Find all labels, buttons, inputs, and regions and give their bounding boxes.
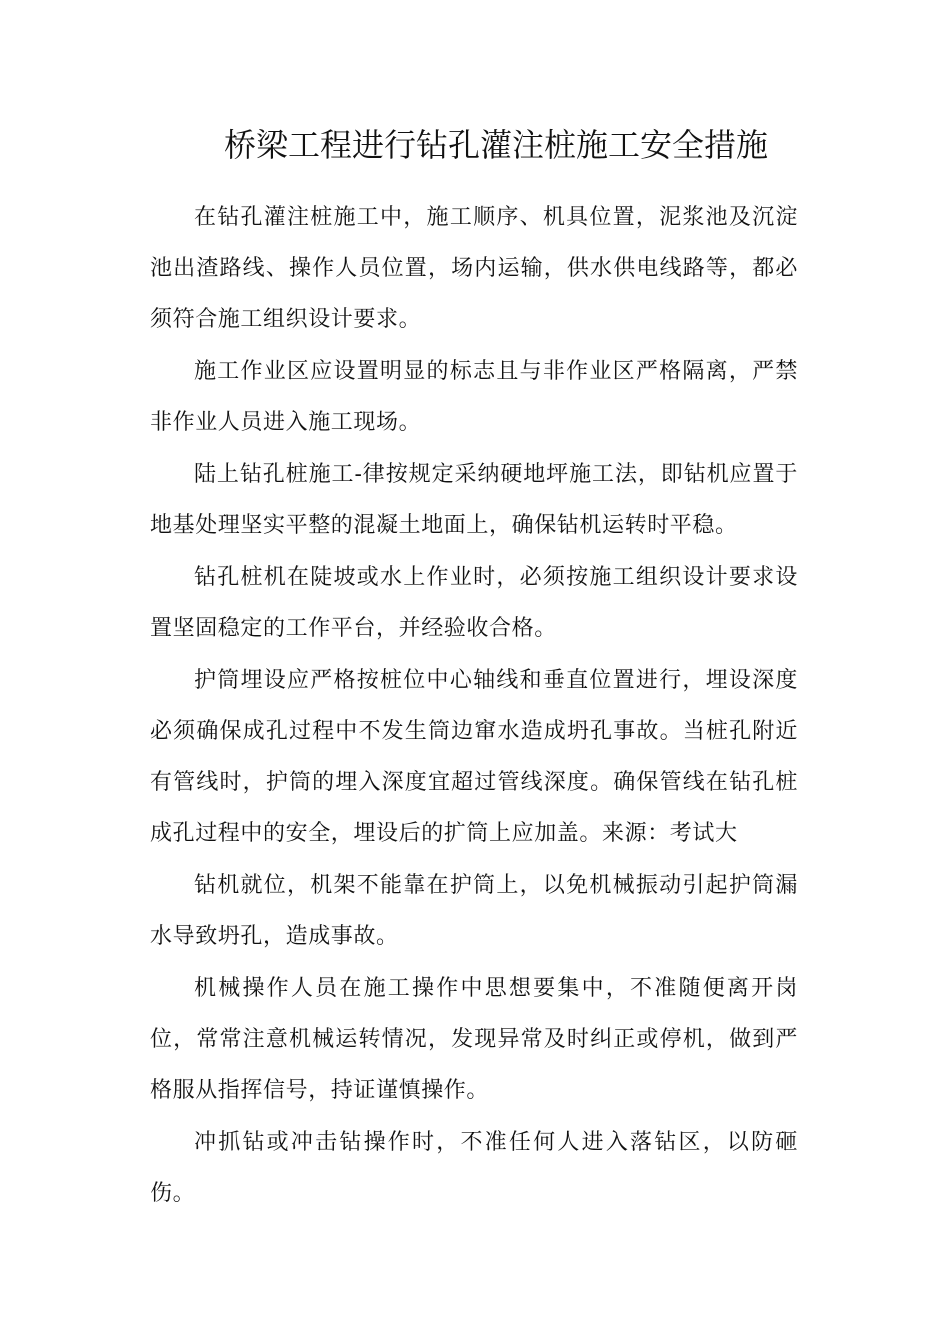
- paragraph: 陆上钻孔桩施工-律按规定采纳硬地坪施工法，即钻机应置于地基处理坚实平整的混凝土地面上，确保钻机运转时平稳。: [150, 462, 798, 538]
- paragraph: 在钻孔灌注桩施工中，施工顺序、机具位置，泥浆池及沉淀池出渣路线、操作人员位置，场内运输，供水供电线路等，都必须符合施工组织设计要求。: [150, 205, 798, 332]
- document-title: 桥梁工程进行钻孔灌注桩施工安全措施: [224, 126, 769, 164]
- paragraph: 护筒埋设应严格按桩位中心轴线和垂直位置进行，埋设深度必须确保成孔过程中不发生筒边窜水造成坍孔事故。当桩孔附近有管线时，护筒的埋入深度宜超过管线深度。确保管线在钻孔桩成孔过程中的安全，埋设后的扩筒上应加盖。来源：考试大: [150, 668, 798, 846]
- paragraph: 施工作业区应设置明显的标志且与非作业区严格隔离，严禁非作业人员进入施工现场。: [150, 359, 798, 435]
- paragraph: 钻机就位，机架不能靠在护筒上，以免机械振动引起护筒漏水导致坍孔，造成事故。: [150, 873, 798, 949]
- document-body: [150, 192, 798, 1220]
- paragraph: 冲抓钻或冲击钻操作时，不准任何人进入落钻区，以防砸伤。: [150, 1130, 798, 1206]
- paragraph: 钻孔桩机在陡坡或水上作业时，必须按施工组织设计要求设置坚固稳定的工作平台，并经验收合格。: [150, 565, 798, 641]
- paragraph: 机械操作人员在施工操作中思想要集中，不准随便离开岗位，常常注意机械运转情况，发现异常及时纠正或停机，做到严格服从指挥信号，持证谨慎操作。: [150, 976, 798, 1103]
